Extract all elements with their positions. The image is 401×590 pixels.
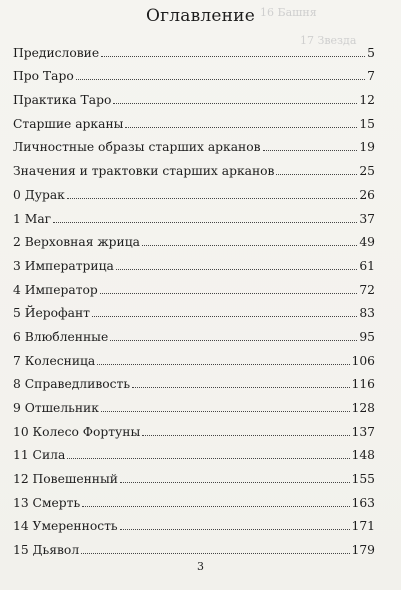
toc-entry-title: 3 Императрица [13,258,114,273]
toc-entry-page: 25 [359,164,375,179]
toc-entry [13,533,375,557]
toc-entry-page: 15 [359,116,375,131]
page-title: Оглавление [146,6,255,26]
toc-entry-page: 49 [359,235,375,250]
toc-entry [13,415,375,439]
toc-entry-page: 7 [367,69,375,84]
toc-entry-page: 83 [359,306,375,321]
dot-leader [110,340,357,341]
bleed-through-text: 17 Звезда [300,34,357,47]
dot-leader [82,506,349,507]
dot-leader [142,435,349,436]
toc-entry-title: 2 Верховная жрица [13,235,140,250]
toc-entry [13,178,375,202]
toc-entry [13,297,375,321]
toc-entry [13,320,375,344]
dot-leader [53,222,357,223]
toc-entry [13,36,375,60]
toc-entry-title: 13 Смерть [13,495,81,510]
dot-leader [120,529,350,530]
toc-entry-title: 8 Справедливость [13,377,131,392]
toc-entry-page: 148 [351,448,375,463]
toc-entry-title: 11 Сила [13,448,66,463]
bleed-through-text: 16 Башня [260,6,317,19]
toc-entry-title: 6 Влюбленные [13,329,109,344]
toc-entry-title: Личностные образы старших арканов [13,140,261,155]
dot-leader [97,364,349,365]
table-of-contents [13,36,375,557]
toc-entry [13,202,375,226]
dot-leader [101,411,350,412]
toc-entry-page: 171 [351,519,375,534]
toc-entry-title: 10 Колесо Фортуны [13,424,141,439]
toc-entry [13,249,375,273]
dot-leader [276,174,357,175]
dot-leader [101,56,365,57]
toc-entry-title: Практика Таро [13,93,112,108]
toc-entry-title: 5 Йерофант [13,306,90,321]
toc-entry-title: 0 Дурак [13,187,65,202]
toc-entry [13,60,375,84]
toc-entry [13,344,375,368]
toc-entry-page: 106 [351,353,375,368]
toc-entry-page: 179 [351,543,375,558]
page-number: 3 [197,560,204,573]
toc-entry-page: 19 [359,140,375,155]
toc-entry-title: Про Таро [13,69,74,84]
toc-entry-page: 5 [367,45,375,60]
dot-leader [67,198,357,199]
toc-entry-page: 61 [359,258,375,273]
toc-entry-title: 1 Маг [13,211,52,226]
toc-entry-page: 116 [351,377,375,392]
toc-entry-page: 128 [351,401,375,415]
dot-leader [76,79,365,80]
toc-entry-page: 26 [359,187,375,202]
toc-entry-page: 12 [359,93,375,108]
toc-entry [13,462,375,486]
toc-entry [13,486,375,510]
toc-entry [13,510,375,534]
toc-entry-page: 37 [359,211,375,226]
toc-entry-title: Значения и трактовки старших арканов [13,164,275,179]
toc-entry [13,131,375,155]
toc-entry-page: 155 [351,472,375,487]
dot-leader [132,387,349,388]
toc-entry [13,83,375,107]
toc-entry [13,107,375,131]
toc-entry-title: 7 Колесница [13,353,96,368]
toc-entry-title: 4 Император [13,282,98,297]
dot-leader [113,103,357,104]
toc-entry-title: 9 Отшельник [13,401,99,415]
toc-entry-title: Старшие арканы [13,116,124,131]
toc-entry [13,439,375,463]
toc-entry [13,273,375,297]
toc-entry [13,391,375,415]
toc-entry-title: 15 Дьявол [13,543,80,558]
toc-entry-title: Предисловие [13,45,100,60]
dot-leader [120,482,350,483]
dot-leader [67,458,349,459]
toc-entry-page: 163 [351,495,375,510]
toc-entry-page: 137 [351,424,375,439]
dot-leader [92,316,357,317]
dot-leader [263,150,358,151]
dot-leader [142,245,357,246]
dot-leader [100,293,358,294]
toc-entry [13,226,375,250]
toc-entry-title: 14 Умеренность [13,519,118,534]
dot-leader [125,127,357,128]
dot-leader [81,553,349,554]
toc-entry-page: 72 [359,282,375,297]
toc-entry [13,154,375,178]
toc-entry [13,368,375,392]
dot-leader [116,269,358,270]
toc-entry-title: 12 Повешенный [13,472,118,487]
toc-entry-page: 95 [359,329,375,344]
